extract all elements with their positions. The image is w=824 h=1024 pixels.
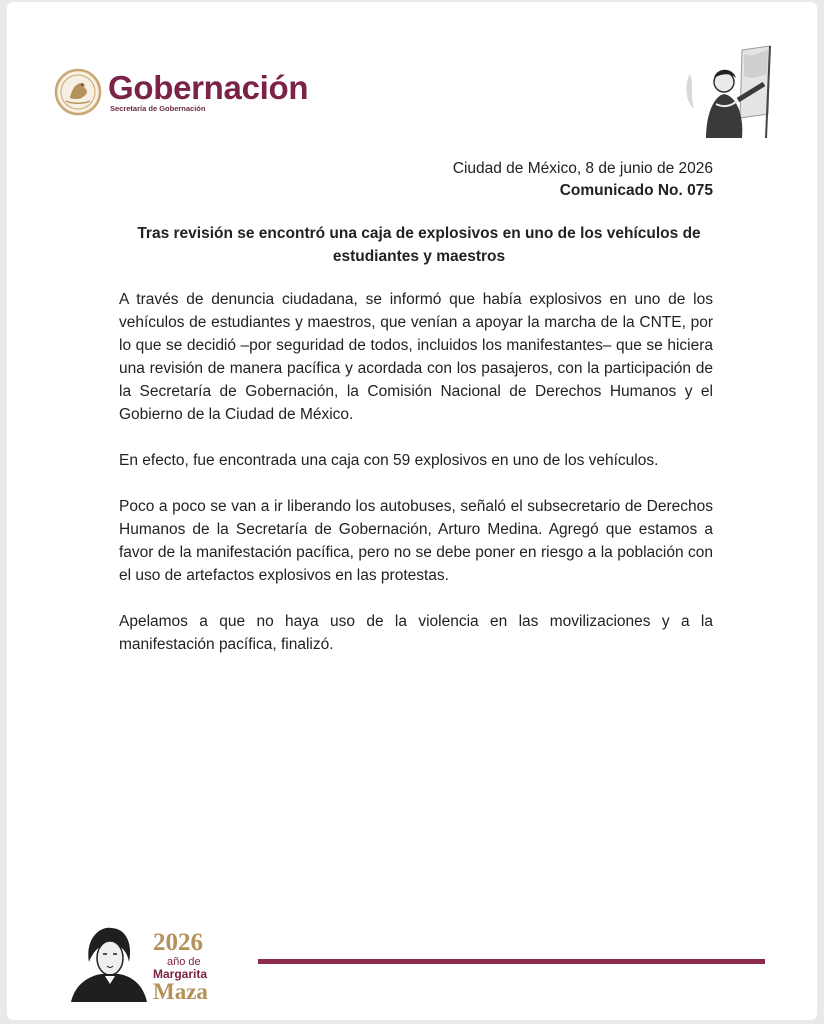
gobernacion-logo	[54, 68, 308, 116]
paragraph: En efecto, fue encontrada una caja con 59 explosivos en uno de los vehículos.	[119, 452, 659, 469]
coat-of-arms-icon	[54, 68, 102, 116]
place-date: Ciudad de México, 8 de junio de 2026	[452, 160, 713, 177]
document-page	[7, 2, 817, 1020]
footer-margarita: Margarita	[153, 967, 208, 981]
brand-subtitle: Secretaría de Gobernación	[110, 104, 206, 113]
paragraph: Poco a poco se van a ir liberando los autobuses, señaló el subsecretario de Derechos Humanos de la Secretaría de Gobernación, Arturo Medina. Agregó que estamos a favor de la manifestación pacífica, pero no se debe poner en riesgo a la población con el uso de artefactos explosivos en las protestas.	[119, 498, 713, 584]
brand-name: Gobernación	[108, 69, 309, 106]
footer-maza: Maza	[153, 979, 208, 1004]
dateline	[453, 158, 713, 202]
comunicado-number: Comunicado No. 075	[559, 182, 713, 199]
paragraph: A través de denuncia ciudadana, se informó que había explosivos en uno de los vehículos de estudiantes y maestros, que venían a apoyar la marcha de la CNTE, por lo que se decidió –por seguridad de todos, incluidos los manifestantes– que se hiciera una revisión de manera pacífica y acordada con los pasajeros, con la participación de la Secretaría de Gobernación, la Comisión Nacional de Derechos Humanos y el Gobierno de la Ciudad de México.	[119, 291, 713, 423]
heroine-flag-illustration	[680, 44, 772, 140]
paragraph: Apelamos a que no haya uso de la violencia en las movilizaciones y a la manifestación pacífica, finalizó.	[119, 613, 713, 653]
footer-year: 2026	[153, 929, 203, 956]
footer-divider	[258, 959, 765, 964]
headline: Tras revisión se encontró una caja de explosivos en uno de los vehículos de estudiantes y maestros	[137, 225, 701, 265]
footer-ano-de: año de	[167, 956, 201, 968]
body-text	[119, 288, 713, 679]
margarita-maza-portrait	[67, 922, 149, 1002]
